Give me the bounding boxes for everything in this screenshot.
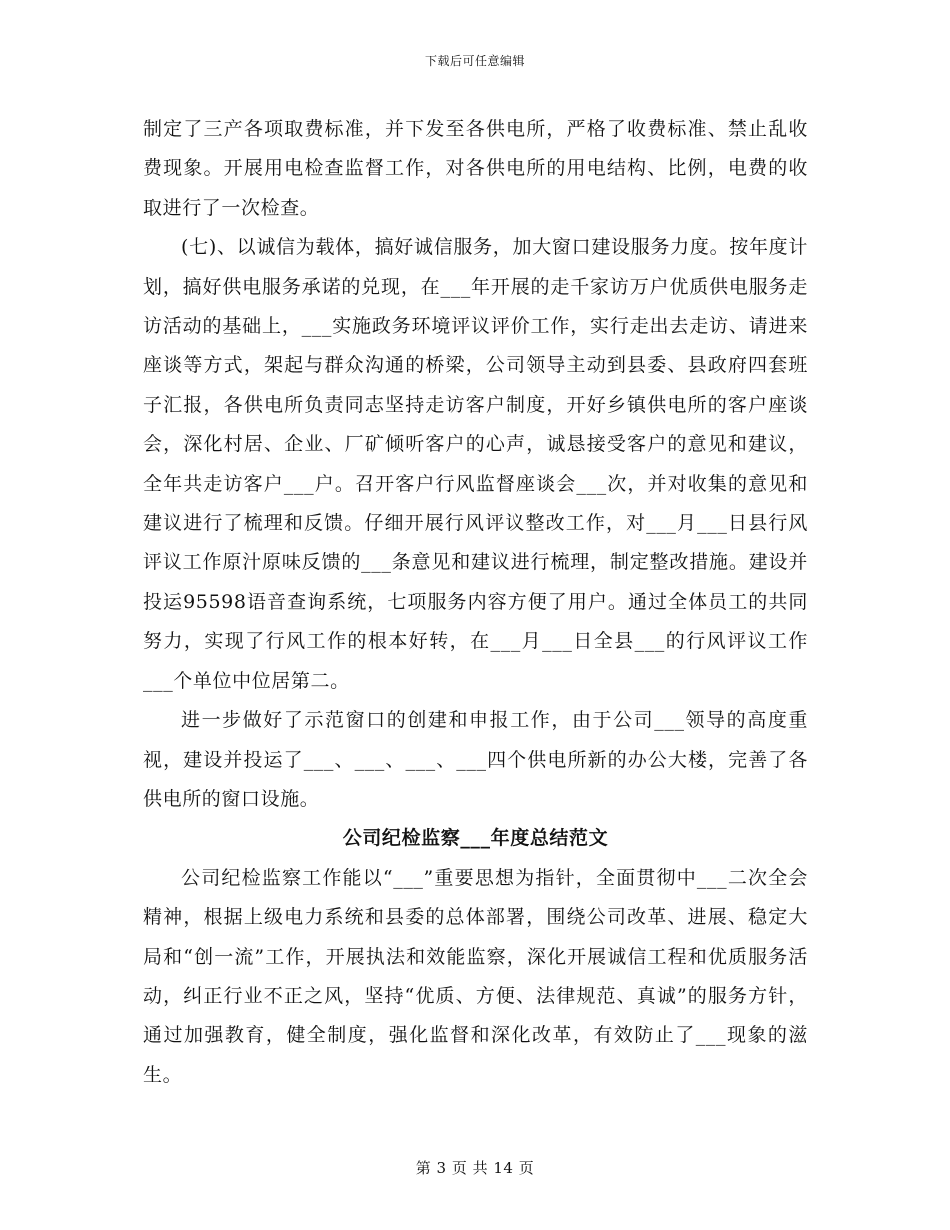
paragraph-2: (七)、以诚信为载体，搞好诚信服务，加大窗口建设服务力度。按年度计划，搞好供电服务承诺的兑现，在___年开展的走千家访万户优质供电服务走访活动的基础上，___实施政务环境评议评价工作，实行走出去走访、请进来座谈等方式，架起与群众沟通的桥梁，公司领导主动到县委、县政府四套班子汇报，各供电所负责同志坚持走访客户制度，开好乡镇供电所的客户座谈会，深化村居、企业、厂矿倾听客户的心声，诚恳接受客户的意见和建议，全年共走访客户___户。召开客户行风监督座谈会___次，并对收集的意见和建议进行了梳理和反馈。仔细开展行风评议整改工作，对___月___日县行风评议工作原汁原味反馈的___条意见和建议进行梳理，制定整改措施。建设并投运95598语音查询系统，七项服务内容方便了用户。通过全体员工的共同努力，实现了行风工作的根本好转，在___月___日全县___的行风评议工作___个单位中位居第二。 [143, 236, 808, 692]
page-number-footer: 第 3 页 共 14 页 [415, 1159, 535, 1177]
page-header-note: 下载后可任意编辑 [424, 54, 525, 68]
paragraph-1: 制定了三产各项取费标准，并下发至各供电所，严格了收费标准、禁止乱收费现象。开展用电检查监督工作，对各供电所的用电结构、比例，电费的收取进行了一次检查。 [143, 118, 808, 219]
section-title: 公司纪检监察___年度总结范文 [342, 827, 609, 850]
document-body [143, 110, 808, 1095]
paragraph-4: 公司纪检监察工作能以“___”重要思想为指针，全面贯彻中___二次全会精神，根据上级电力系统和县委的总体部署，围绕公司改革、进展、稳定大局和“创一流”工作，开展执法和效能监察，深化开展诚信工程和优质服务活动，纠正行业不正之风，坚持“优质、方便、法律规范、真诚”的服务方针，通过加强教育，健全制度，强化监督和深化改革，有效防止了___现象的滋生。 [143, 866, 808, 1086]
paragraph-3: 进一步做好了示范窗口的创建和申报工作，由于公司___领导的高度重视，建设并投运了___、___、___、___四个供电所新的办公大楼，完善了各供电所的窗口设施。 [143, 709, 808, 810]
